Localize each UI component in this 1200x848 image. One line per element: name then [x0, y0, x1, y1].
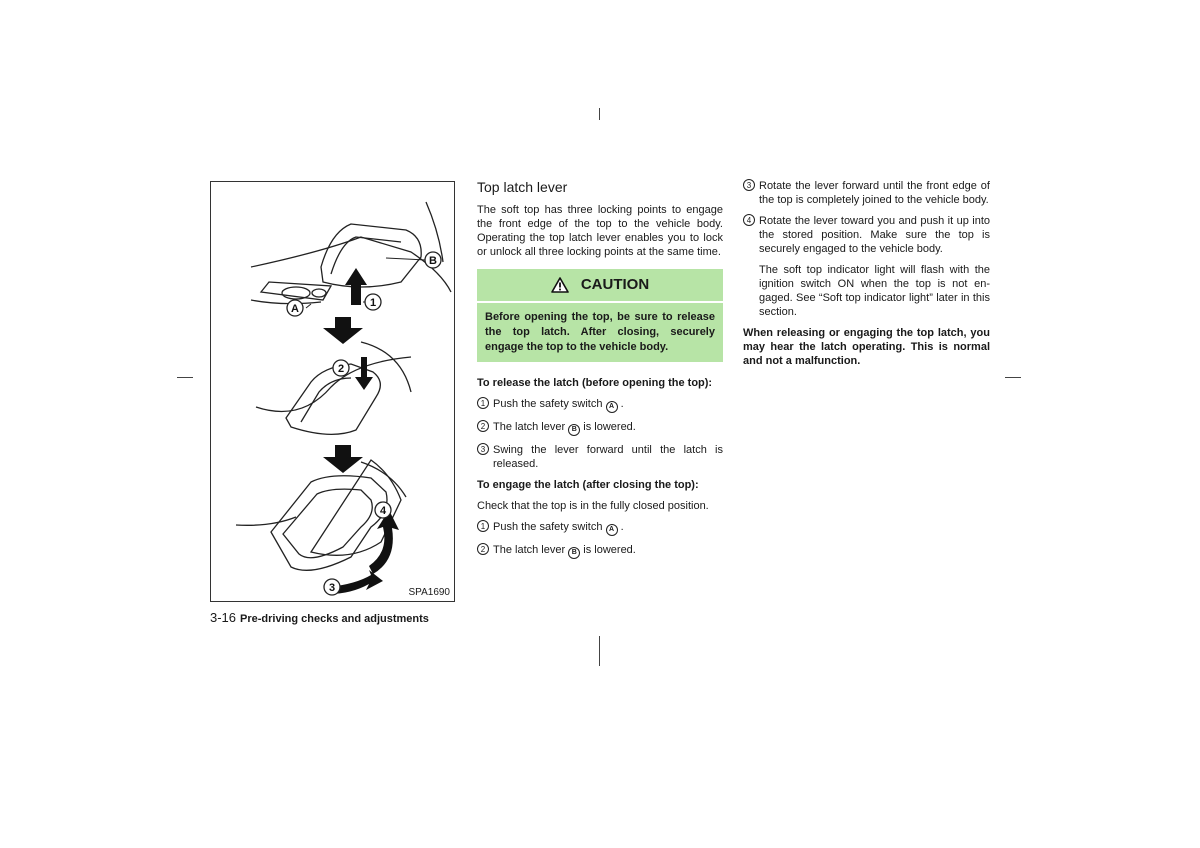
- caution-header: [477, 269, 723, 301]
- step-number: 3: [743, 179, 755, 191]
- ref-b-icon: B: [568, 547, 580, 559]
- step-text: Swing the lever forward until the latch is released.: [493, 444, 723, 470]
- step-text: Rotate the lever toward you and push it up into the stored position. Make sure the top is securely engaged to the vehicle body.: [759, 215, 990, 255]
- crop-mark-bottom: [599, 636, 600, 666]
- crop-mark-top: [599, 108, 600, 120]
- warning-triangle-icon: [551, 277, 569, 293]
- callout-4: 4: [379, 505, 387, 517]
- ref-b-icon: B: [568, 424, 580, 436]
- step-number: 1: [477, 397, 489, 409]
- page-title: Top latch lever: [477, 179, 568, 195]
- page-number: 3-16: [210, 610, 237, 625]
- engage-intro: Check that the top is in the fully closed position.: [477, 500, 709, 512]
- step-number: 2: [477, 543, 489, 555]
- engage-step-3: [743, 179, 990, 207]
- callout-b: B: [429, 255, 437, 267]
- page-footer: [210, 609, 429, 627]
- latch-illustration: [210, 181, 455, 602]
- crop-mark-right: [1005, 377, 1021, 378]
- arrow-down-panel2: [323, 445, 363, 473]
- caution-text: Before opening the top, be sure to release the top latch. After closing, securely engage the top to the vehicle body.: [477, 303, 723, 362]
- step-text-end: .: [620, 398, 624, 410]
- latch-diagram: [211, 182, 456, 603]
- caution-label: CAUTION: [580, 276, 650, 293]
- step-text: The latch lever: [493, 421, 566, 433]
- engage-step-1: [477, 520, 723, 536]
- callout-1: 1: [369, 297, 377, 309]
- middle-column: [477, 180, 723, 566]
- figure-code: SPA1690: [408, 587, 450, 598]
- release-step-2: [477, 420, 723, 436]
- callout-3: 3: [328, 582, 336, 594]
- step-number: 1: [477, 520, 489, 532]
- arrow-down-panel1: [323, 317, 363, 344]
- ref-a-icon: A: [606, 401, 618, 413]
- step-text: Push the safety switch: [493, 398, 603, 410]
- step-number: 3: [477, 443, 489, 455]
- release-heading: To release the latch (before opening the top):: [477, 377, 713, 389]
- step-text: Push the safety switch: [493, 521, 603, 533]
- step-text: The latch lever: [493, 544, 566, 556]
- caution-box: [477, 269, 723, 362]
- step-text-end: is lowered.: [583, 544, 636, 556]
- release-step-1: [477, 397, 723, 413]
- release-step-3: [477, 443, 723, 471]
- arrow-down-2: [355, 357, 373, 390]
- engage-step-4: [743, 214, 990, 256]
- indicator-note: The soft top indicator light will flash with the ignition switch ON when the top is not en-gaged. See “Soft top indicator light” later in this section.: [759, 264, 990, 318]
- section-title: Pre-driving checks and adjustments: [240, 613, 429, 625]
- step-number: 4: [743, 214, 755, 226]
- callout-2: 2: [337, 363, 345, 375]
- step-text-end: .: [620, 521, 624, 533]
- arrow-rotate-4: [369, 510, 399, 574]
- step-text-end: is lowered.: [583, 421, 636, 433]
- step-number: 2: [477, 420, 489, 432]
- latch-sound-note: When releasing or engaging the top latch, you may hear the latch operating. This is normal and not a malfunction.: [743, 327, 990, 367]
- engage-heading: To engage the latch (after closing the top):: [477, 479, 699, 491]
- step-text: Rotate the lever forward until the front edge of the top is completely joined to the vehicle body.: [759, 180, 990, 206]
- callout-a: A: [291, 303, 299, 315]
- crop-mark-left: [177, 377, 193, 378]
- right-column: [743, 179, 990, 375]
- engage-step-2: [477, 543, 723, 559]
- ref-a-icon: A: [606, 524, 618, 536]
- intro-paragraph: The soft top has three locking points to engage the front edge of the top to the vehicle body. Operating the top latch lever enables you to lock or unlock all three locking points at the same time.: [477, 204, 723, 258]
